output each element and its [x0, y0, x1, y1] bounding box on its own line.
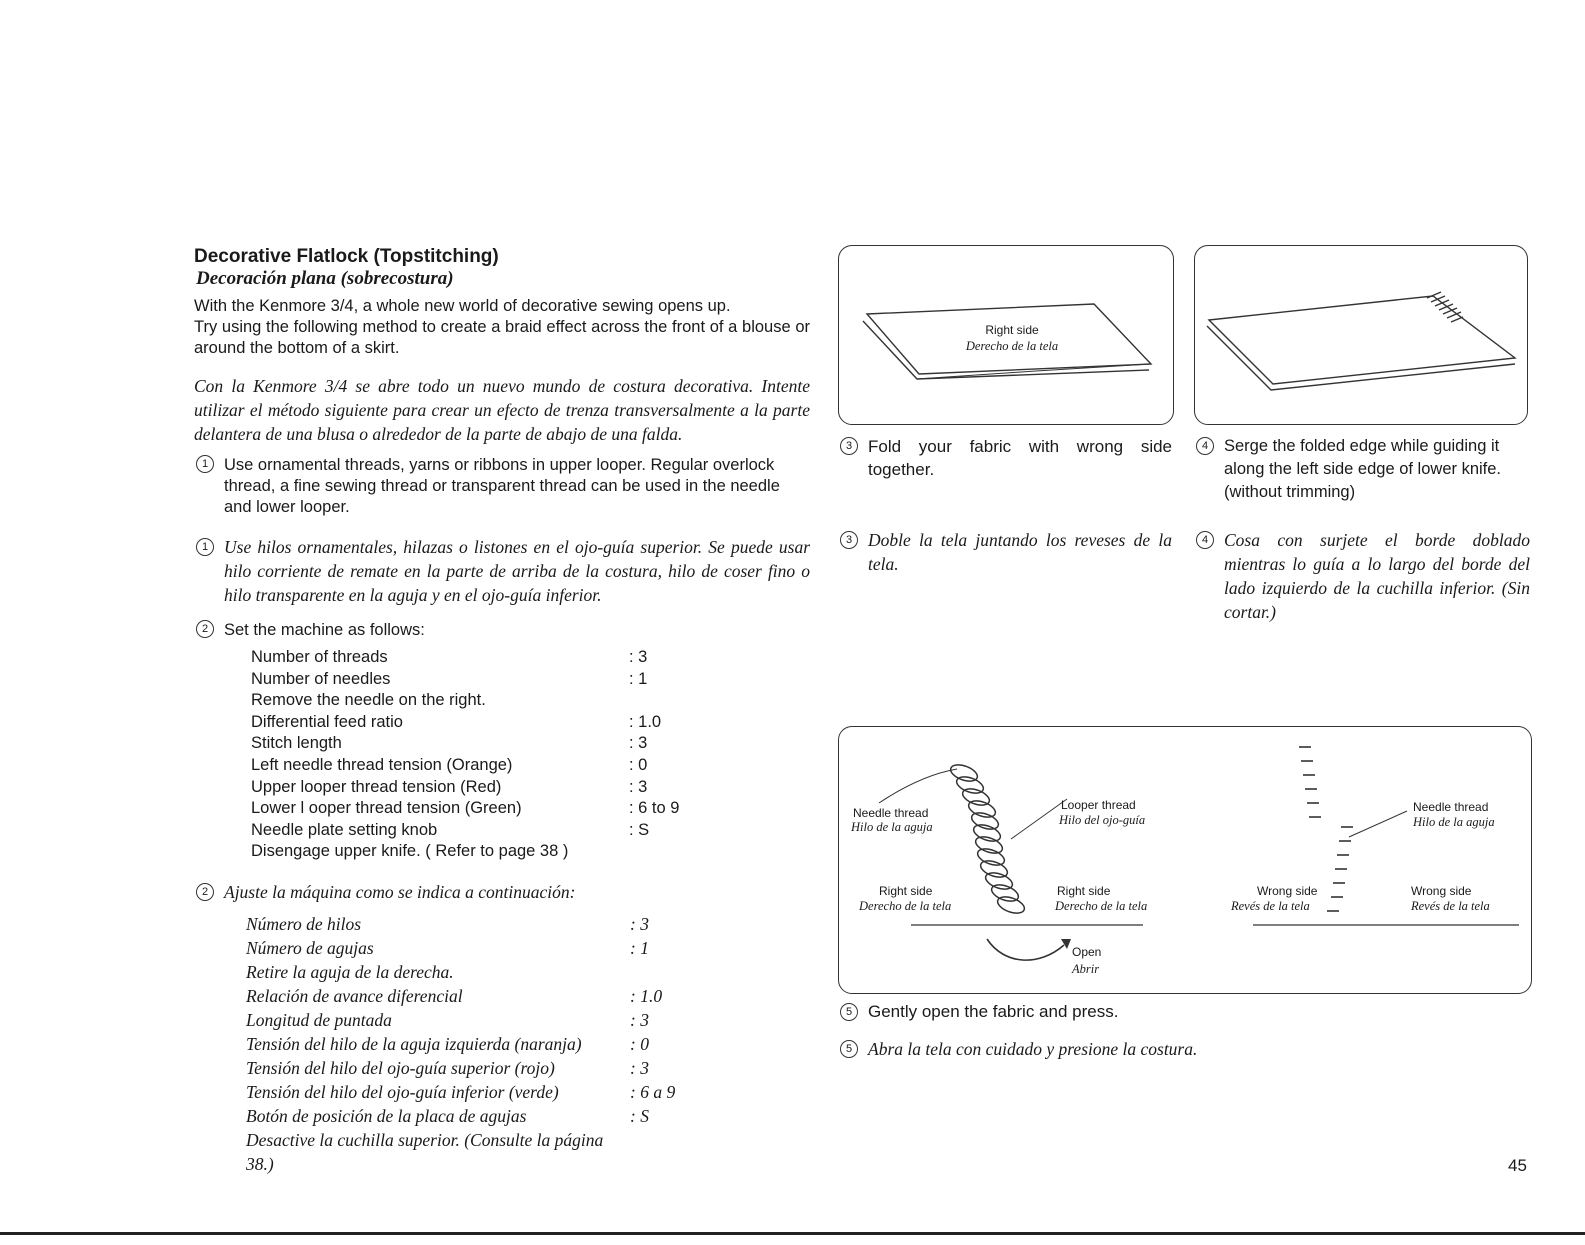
intro-es: Con la Kenmore 3/4 se abre todo un nuevo mundo de costura decorativa. Intente utilizar el método siguiente para crear un efecto de trenza transversalmente a la parte delantera de una blusa o alrededor de la parte de abajo de una falda. — [194, 376, 810, 444]
label-hilo-aguja-2: Hilo de la aguja — [1413, 815, 1495, 829]
setting-value — [629, 690, 679, 712]
step-number-badge: 3 — [840, 531, 858, 549]
step-4-es-text: Cosa con surjete el borde doblado mientras lo guía a lo largo del borde del lado izquierdo de la cuchilla inferior. (Sin cortar.) — [1224, 530, 1530, 622]
label-open: Open — [1072, 945, 1102, 959]
setting-value — [630, 1128, 675, 1176]
setting-value — [629, 841, 679, 863]
label-wrong-side-right: Wrong side — [1411, 884, 1472, 898]
setting-label: Número de hilos — [246, 914, 362, 934]
step-3-es — [840, 528, 1172, 576]
setting-label: Number of threads — [251, 648, 388, 666]
step-number-badge: 4 — [1196, 531, 1214, 549]
label-needle-thread-2: Needle thread — [1413, 800, 1489, 814]
step-number-badge: 1 — [196, 455, 214, 473]
settings-row — [251, 647, 679, 669]
serged-fabric-illustration — [1195, 246, 1527, 424]
step-2-es-text: Ajuste la máquina como se indica a continuación: — [224, 882, 576, 902]
label-hilo-ojo-guia: Hilo del ojo-guía — [1059, 813, 1146, 827]
figure-fold-fabric — [838, 245, 1174, 425]
setting-value: : 1.0 — [630, 986, 663, 1006]
label-derecho-right: Derecho de la tela — [1055, 899, 1148, 913]
setting-label: Needle plate setting knob — [251, 820, 438, 839]
settings-row — [246, 1104, 675, 1128]
step-1-es — [196, 535, 810, 607]
setting-label: Tensión del hilo de la aguja izquierda (naranja) — [246, 1034, 582, 1054]
step-number-badge: 2 — [196, 883, 214, 901]
section-subtitle: Decoración plana (sobrecostura) — [196, 268, 454, 289]
settings-row — [246, 1032, 675, 1056]
flatlock-stitch-illustration — [839, 727, 1531, 993]
setting-label: Número de agujas — [246, 938, 374, 958]
setting-value: : 0 — [629, 755, 648, 774]
settings-row — [246, 984, 675, 1008]
label-right-side-left: Right side — [879, 884, 933, 898]
step-1-en-text: Use ornamental threads, yarns or ribbons in upper looper. Regular overlock thread, a fine sewing thread or transparent thread can be used in the needle and lower looper. — [224, 456, 780, 516]
settings-row — [251, 777, 679, 799]
setting-value: : S — [629, 820, 650, 839]
setting-label: Tensión del hilo del ojo-guía inferior (verde) — [246, 1082, 559, 1102]
label-wrong-side-left: Wrong side — [1257, 884, 1318, 898]
figure-serge-edge — [1194, 245, 1528, 425]
label-reves-right: Revés de la tela — [1411, 899, 1490, 913]
step-4-en — [1196, 435, 1530, 504]
settings-row — [251, 712, 679, 734]
step-number-badge: 5 — [840, 1040, 858, 1058]
step-number-badge: 1 — [196, 538, 214, 556]
setting-value: : 1.0 — [629, 712, 662, 731]
step-4-en-text: Serge the folded edge while guiding it along the left side edge of lower knife. (without trimming) — [1224, 437, 1502, 501]
settings-row — [246, 1008, 675, 1032]
step-5-es-text: Abra la tela con cuidado y presione la costura. — [868, 1039, 1198, 1059]
setting-value: : 3 — [630, 1010, 649, 1030]
step-number-badge: 2 — [196, 620, 214, 638]
setting-label: Left needle thread tension (Orange) — [251, 755, 513, 774]
setting-value: : 1 — [629, 669, 648, 688]
setting-label: Differential feed ratio — [251, 712, 403, 731]
setting-value: : S — [630, 1106, 649, 1126]
setting-value: : 0 — [630, 1034, 649, 1054]
step-number-badge: 5 — [840, 1003, 858, 1021]
settings-row — [251, 841, 679, 863]
label-reves-left: Revés de la tela — [1231, 899, 1310, 913]
setting-value: : 3 — [629, 777, 648, 796]
label-derecho: Derecho de la tela — [965, 339, 1059, 353]
setting-value: : 3 — [630, 1058, 649, 1078]
page-number: 45 — [1508, 1156, 1527, 1175]
step-5-en-text: Gently open the fabric and press. — [868, 1002, 1119, 1021]
step-3-en-text: Fold your fabric with wrong side together. — [868, 437, 1172, 479]
settings-row — [251, 798, 679, 820]
setting-label: Number of needles — [251, 669, 391, 688]
settings-row — [246, 1128, 675, 1176]
setting-label: Lower l ooper thread tension (Green) — [251, 799, 522, 818]
setting-label: Stitch length — [251, 734, 342, 753]
step-5-en — [840, 1001, 1548, 1022]
step-4-es — [1196, 528, 1530, 624]
setting-label: Retire la aguja de la derecha. — [246, 962, 454, 982]
setting-value: : 3 — [630, 914, 649, 934]
settings-row — [246, 1056, 675, 1080]
setting-value: : 1 — [630, 938, 649, 958]
figure-open-fabric — [838, 726, 1532, 994]
setting-value — [630, 960, 675, 984]
step-2-en — [196, 620, 810, 641]
step-3-es-text: Doble la tela juntando los reveses de la tela. — [868, 530, 1172, 574]
settings-row — [251, 820, 679, 842]
settings-row — [251, 755, 679, 777]
setting-label: Remove the needle on the right. — [251, 691, 486, 710]
setting-label: Disengage upper knife. ( Refer to page 38 ) — [251, 842, 569, 861]
step-3-en — [840, 435, 1172, 481]
settings-table-es — [246, 912, 675, 1176]
setting-label: Upper looper thread tension (Red) — [251, 777, 502, 796]
setting-label: Botón de posición de la placa de agujas — [246, 1106, 527, 1126]
setting-value: : 3 — [629, 734, 648, 753]
label-right-side-right: Right side — [1057, 884, 1111, 898]
settings-table-en — [251, 647, 679, 863]
setting-label: Relación de avance diferencial — [246, 986, 463, 1006]
label-looper-thread: Looper thread — [1061, 798, 1136, 812]
label-abrir: Abrir — [1072, 962, 1100, 976]
settings-row — [246, 960, 675, 984]
intro-en-line1: With the Kenmore 3/4, a whole new world of decorative sewing opens up. — [194, 297, 731, 315]
step-number-badge: 3 — [840, 437, 858, 455]
setting-value: : 6 a 9 — [630, 1082, 676, 1102]
intro-en-line2: Try using the following method to create a braid effect across the front of a blouse or around the bottom of a skirt. — [194, 318, 810, 357]
setting-label: Longitud de puntada — [246, 1010, 392, 1030]
settings-row — [246, 912, 675, 936]
setting-label: Desactive la cuchilla superior. (Consulte la página 38.) — [246, 1130, 604, 1174]
settings-row — [251, 733, 679, 755]
settings-row — [246, 1080, 675, 1104]
section-title: Decorative Flatlock (Topstitching) — [194, 246, 499, 267]
step-1-en — [196, 455, 810, 518]
settings-row — [246, 936, 675, 960]
setting-value: : 3 — [629, 648, 648, 666]
label-needle-thread: Needle thread — [853, 806, 929, 820]
step-2-es — [196, 880, 810, 904]
intro-en — [194, 296, 810, 359]
setting-value: : 6 to 9 — [629, 799, 680, 818]
step-2-en-text: Set the machine as follows: — [224, 621, 425, 639]
setting-label: Tensión del hilo del ojo-guía superior (rojo) — [246, 1058, 555, 1078]
page-bottom-rule — [0, 1232, 1585, 1235]
label-derecho-left: Derecho de la tela — [859, 899, 952, 913]
step-5-es — [840, 1037, 1548, 1061]
label-hilo-aguja: Hilo de la aguja — [851, 820, 933, 834]
settings-row — [251, 690, 679, 712]
label-right-side: Right side — [985, 323, 1039, 337]
step-number-badge: 4 — [1196, 437, 1214, 455]
step-1-es-text: Use hilos ornamentales, hilazas o listones en el ojo-guía superior. Se puede usar hilo corriente de remate en la parte de arriba de la costura, hilo de coser fino o hilo transparente en la aguja y en el ojo-guía inferior. — [224, 537, 810, 605]
settings-row — [251, 669, 679, 691]
